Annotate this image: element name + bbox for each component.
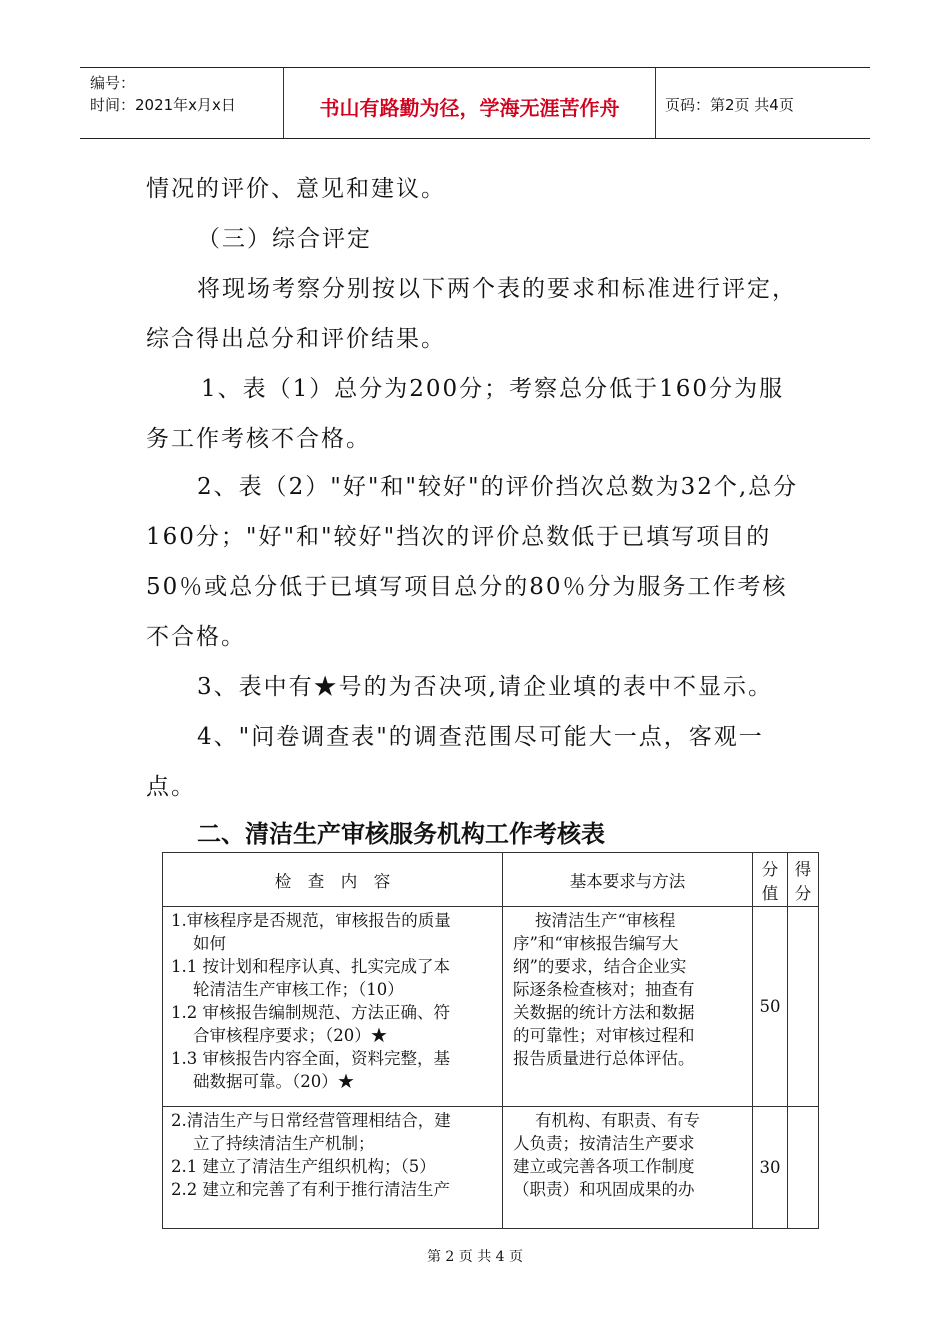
paragraph-line: 综合得出总分和评价结果。 bbox=[146, 326, 446, 352]
document-number-label: 编号： bbox=[90, 74, 136, 92]
table-row bbox=[163, 1107, 819, 1229]
sub-item: 2.2 建立和完善了有利于推行清洁生产 bbox=[171, 1180, 450, 1199]
paragraph-line: 不合格。 bbox=[146, 624, 246, 650]
table-header-row bbox=[163, 853, 819, 907]
score-cell: 30 bbox=[753, 1107, 788, 1229]
requirements-cell: 有机构、有职责、有专 人负责；按清洁生产要求 建立或完善各项工作制度 （职责）和巩固成果的办 bbox=[503, 1107, 753, 1229]
paragraph-line: 50％或总分低于已填写项目总分的80％分为服务工作考核 bbox=[146, 574, 788, 600]
paragraph-line: 情况的评价、意见和建议。 bbox=[146, 176, 446, 202]
sub-item: 2.1 建立了清洁生产组织机构；（5） bbox=[171, 1157, 436, 1176]
item-heading: 1.审核程序是否规范，审核报告的质量 bbox=[171, 911, 451, 930]
sub-item-cont: 轮清洁生产审核工作；（10） bbox=[193, 980, 404, 999]
paragraph-line: 2、表（2）"好"和"较好"的评价挡次总数为32个,总分 bbox=[197, 474, 799, 500]
sub-item: 1.3 审核报告内容全面，资料完整，基 bbox=[171, 1049, 450, 1068]
item-heading-cont: 如何 bbox=[193, 934, 226, 953]
header-motto-cell bbox=[283, 68, 656, 138]
header-motto: 书山有路勤为径，学海无涯苦作舟 bbox=[319, 96, 620, 120]
paragraph-line: 点。 bbox=[146, 774, 196, 800]
paragraph-line: 3、表中有★号的为否决项,请企业填的表中不显示。 bbox=[197, 674, 773, 700]
item-heading: 2.清洁生产与日常经营管理相结合，建 bbox=[171, 1111, 451, 1130]
got-score-cell[interactable] bbox=[788, 907, 819, 1107]
check-content-cell bbox=[163, 907, 503, 1107]
sub-item-cont: 础数据可靠。（20）★ bbox=[193, 1072, 355, 1091]
sub-item: 1.2 审核报告编制规范、方法正确、符 bbox=[171, 1003, 450, 1022]
sub-item-cont: 合审核程序要求；（20）★ bbox=[193, 1026, 388, 1045]
page-header bbox=[80, 67, 870, 139]
col-header-score: 分 值 bbox=[753, 853, 788, 907]
sub-item: 1.1 按计划和程序认真、扎实完成了本 bbox=[171, 957, 450, 976]
requirements-cell: 按清洁生产“审核程 序”和“审核报告编写大 纲”的要求，结合企业实 际逐条检查核对；抽查有 关数据的统计方法和数据 的可靠性；对审核过程和 报告质量进行总体评估。 bbox=[503, 907, 753, 1107]
item-heading-cont: 立了持续清洁生产机制； bbox=[193, 1134, 375, 1153]
subsection-heading: （三）综合评定 bbox=[197, 226, 372, 252]
col-header-got-score: 得 分 bbox=[788, 853, 819, 907]
section-title: 二、清洁生产审核服务机构工作考核表 bbox=[197, 820, 605, 848]
col-header-content: 检 查 内 容 bbox=[163, 853, 503, 907]
score-cell: 50 bbox=[753, 907, 788, 1107]
paragraph-line: 160分；"好"和"较好"挡次的评价总数低于已填写项目的 bbox=[146, 524, 772, 550]
paragraph-line: 务工作考核不合格。 bbox=[146, 426, 371, 452]
page-footer: 第 2 页 共 4 页 bbox=[426, 1249, 524, 1265]
col-header-requirements: 基本要求与方法 bbox=[503, 853, 753, 907]
check-content-cell bbox=[163, 1107, 503, 1229]
assessment-table bbox=[162, 852, 819, 1229]
header-page-info: 页码：第2页 共4页 bbox=[665, 96, 794, 114]
paragraph-line: 1、表（1）总分为200分；考察总分低于160分为服 bbox=[201, 376, 785, 402]
paragraph-line: 将现场考察分别按以下两个表的要求和标准进行评定， bbox=[197, 276, 797, 302]
paragraph-line: 4、"问卷调查表"的调查范围尽可能大一点，客观一 bbox=[197, 724, 764, 750]
document-time-label: 时间：2021年x月x日 bbox=[90, 96, 236, 114]
header-meta bbox=[80, 68, 283, 138]
header-page-cell bbox=[655, 68, 870, 138]
table-row bbox=[163, 907, 819, 1107]
got-score-cell[interactable] bbox=[788, 1107, 819, 1229]
